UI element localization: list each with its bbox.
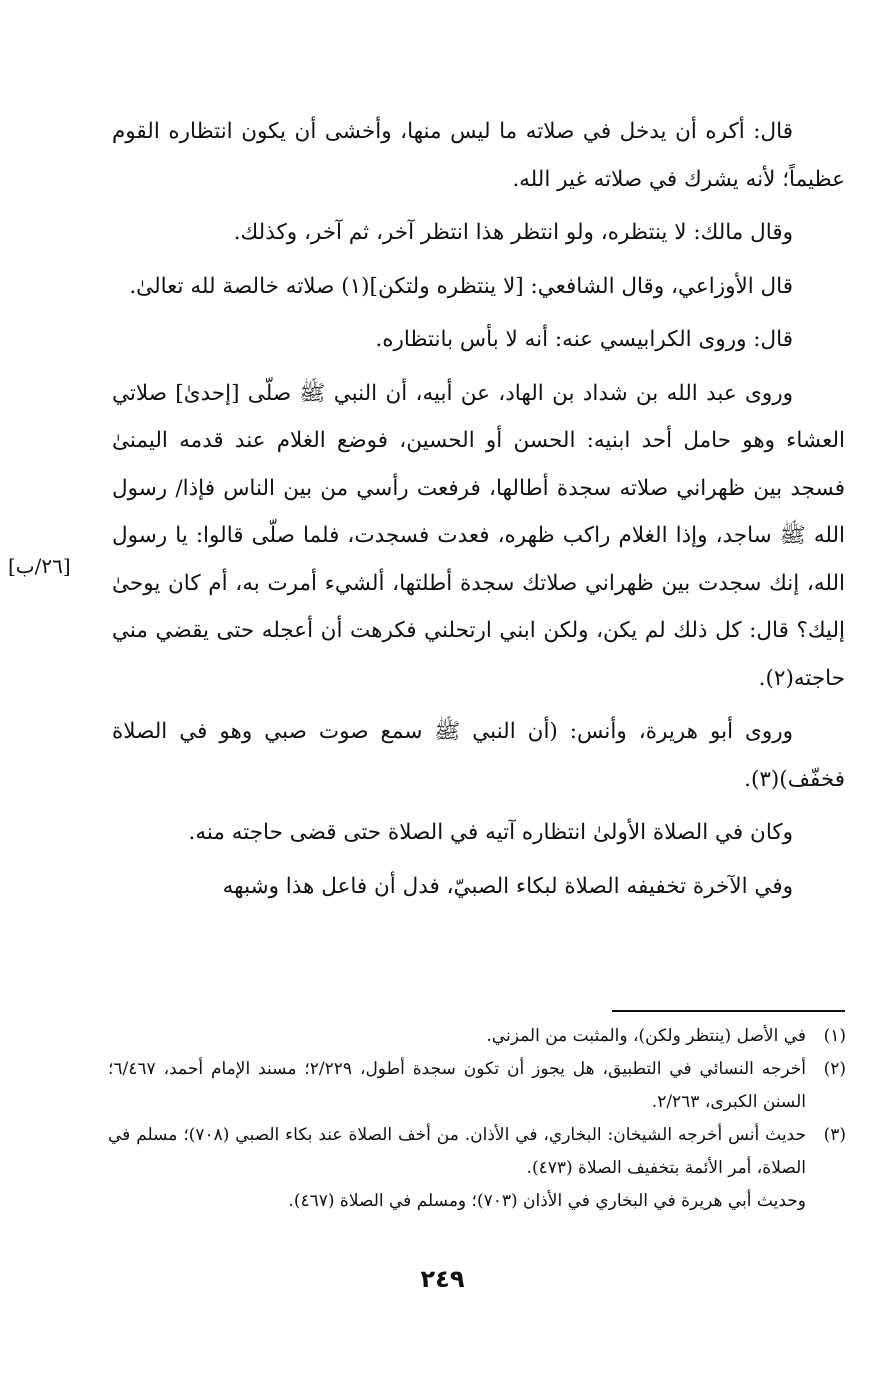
- paragraph: وفي الآخرة تخفيفه الصلاة لبكاء الصبيّ، فدل أن فاعل هذا وشبهه: [222, 873, 793, 899]
- margin-folio-note: [٢٦/ب]: [8, 554, 71, 578]
- footnote-text: أخرجه النسائي في التطبيق، هل يجوز أن تكون سجدة أطول، ٢/٢٢٩؛ مسند الإمام أحمد، ٦/٤٦٧؛ السنن الكبرى، ٢/٢٦٣.: [108, 1059, 806, 1112]
- footnote-text: في الأصل (ينتظر ولكن)، والمثبت من المزني.: [486, 1026, 806, 1046]
- footnote-continuation: وحديث أبي هريرة في البخاري في الأذان (٧٠٣)؛ ومسلم في الصلاة (٤٦٧).: [288, 1191, 806, 1211]
- paragraph: قال: أكره أن يدخل في صلاته ما ليس منها، وأخشى أن يكون انتظاره القوم عظيماً؛ لأنه يشرك في صلاته غير الله.: [112, 119, 845, 192]
- paragraph: وكان في الصلاة الأولىٰ انتظاره آتيه في الصلاة حتى قضى حاجته منه.: [188, 820, 793, 845]
- footnote-separator: [612, 1010, 845, 1012]
- footnote-item: [108, 1053, 846, 1119]
- paragraph: قال: وروى الكرابيسي عنه: أنه لا بأس بانتظاره.: [375, 327, 793, 352]
- paragraph: وقال مالك: لا ينتظره، ولو انتظر هذا انتظر آخر، ثم آخر، وكذلك.: [233, 220, 793, 245]
- main-text: [112, 108, 845, 912]
- footnotes: [108, 1020, 846, 1218]
- paragraph: وروى أبو هريرة، وأنس: (أن النبي ﷺ سمع صوت صبي وهو في الصلاة فخفّف)(٣).: [112, 719, 845, 792]
- paragraph: وروى عبد الله بن شداد بن الهاد، عن أبيه، أن النبي ﷺ صلّى [إحدىٰ] صلاتي العشاء وهو حامل أحد ابنيه: الحسن أو الحسين، فوضع الغلام عند قدمه اليمنىٰ فسجد بين ظهراني صلاته سجدة أطالها، فرفعت رأسي من بين الناس فإذا/ رسول الله ﷺ ساجد، وإذا الغلام راكب ظهره، فعدت فسجدت، فلما صلّى قالوا: يا رسول الله، إنك سجدت بين ظهراني صلاتك سجدة أطلتها، ألشيء أمرت به، أم كان يوحىٰ إليك؟ قال: كل ذلك لم يكن، ولكن ابني ارتحلني فكرهت أن أعجله حتى يقضي مني حاجته(٢).: [112, 380, 845, 691]
- paragraph: قال الأوزاعي، وقال الشافعي: [لا ينتظره ولتكن](١) صلاته خالصة لله تعالىٰ.: [129, 273, 793, 299]
- page-number: ٢٤٩: [420, 1265, 465, 1293]
- footnote-item: [108, 1020, 846, 1053]
- footnote-number: (١): [823, 1026, 846, 1046]
- footnote-number: (٢): [823, 1059, 846, 1079]
- footnote-text: حديث أنس أخرجه الشيخان: البخاري، في الأذان. من أخف الصلاة عند بكاء الصبي (٧٠٨)؛ مسلم في الصلاة، أمر الأئمة بتخفيف الصلاة (٤٧٣).: [108, 1125, 806, 1178]
- footnote-item: [108, 1119, 846, 1185]
- footnote-number: (٣): [823, 1125, 846, 1145]
